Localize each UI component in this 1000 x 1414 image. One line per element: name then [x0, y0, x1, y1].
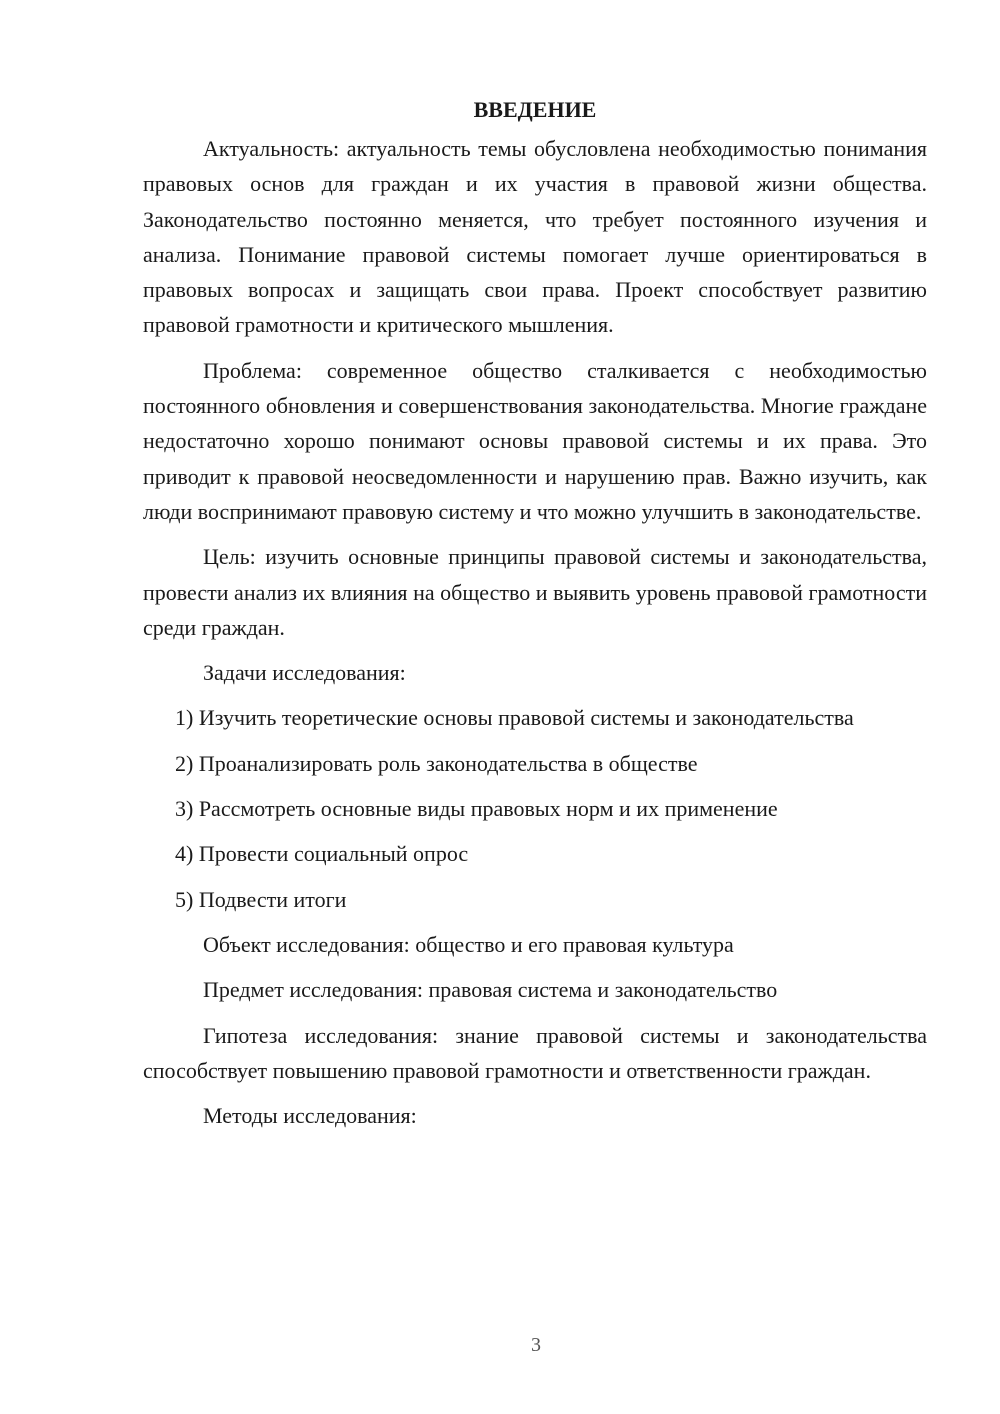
paragraph-object: Объект исследования: общество и его правовая культура — [203, 931, 734, 957]
page-content — [143, 92, 927, 1143]
task-item: 5) Подвести итоги — [175, 886, 347, 912]
paragraph-problem: Проблема: современное общество сталкивается с необходимостью постоянного обновления и совершенствования законодательства. Многие граждане недостаточно хорошо понимают основы правовой системы и их права. Это приводит к правовой неосведомленности и нарушению прав. Важно изучить, как люди воспринимают правовую систему и что можно улучшить в законодательстве. — [143, 357, 927, 524]
task-item: 3) Рассмотреть основные виды правовых норм и их применение — [175, 796, 778, 822]
section-title: ВВЕДЕНИЕ — [473, 97, 597, 122]
paragraph-goal: Цель: изучить основные принципы правовой системы и законодательства, провести анализ их влияния на общество и выявить уровень правовой грамотности среди граждан. — [143, 544, 927, 640]
paragraph-methods: Методы исследования: — [203, 1103, 417, 1129]
task-item: 2) Проанализировать роль законодательства в обществе — [175, 750, 698, 776]
task-item: 4) Провести социальный опрос — [175, 841, 469, 867]
paragraph-hypothesis: Гипотеза исследования: знание правовой системы и законодательства способствует повышению правовой грамотности и ответственности граждан. — [143, 1022, 927, 1083]
paragraph-subject: Предмет исследования: правовая система и законодательство — [203, 977, 778, 1003]
page-number: 3 — [531, 1334, 541, 1356]
paragraph-tasks-heading: Задачи исследования: — [203, 660, 406, 686]
task-item: 1) Изучить теоретические основы правовой системы и законодательства — [175, 705, 854, 731]
paragraph-relevance: Актуальность: актуальность темы обусловлена необходимостью понимания правовых основ для граждан и их участия в правовой жизни общества. Законодательство постоянно меняется, что требует постоянного изучения и анализа. Понимание правовой системы помогает лучше ориентироваться в правовых вопросах и защищать свои права. Проект способствует развитию правовой грамотности и критического мышления. — [143, 136, 927, 338]
